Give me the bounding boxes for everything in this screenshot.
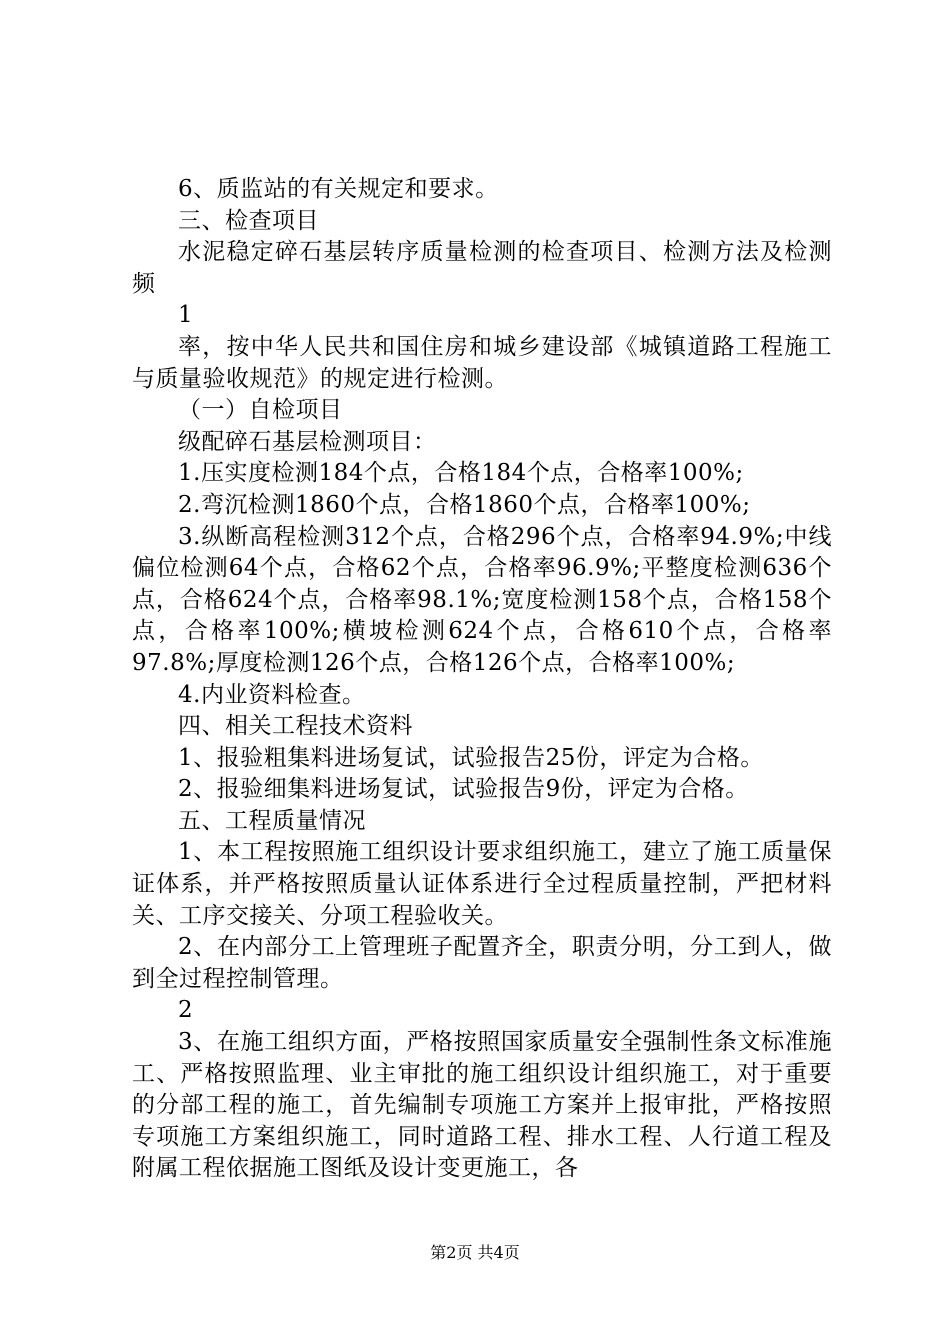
page-number-marker: 2 — [178, 997, 194, 1024]
list-item-coarse-aggregate: 1、报验粗集料进场复试，试验报告25份，评定为合格。 — [178, 744, 764, 771]
paragraph-construction-organization: 3、在施工组织方面，严格按照国家质量安全强制性条文标准施工、严格按照监理、业主审批的施工组织设计组织施工，对于重要的分部工程的施工，首先编制专项施工方案并上报审批，严格按照专项施工方案组织施工，同时道路工程、排水工程、人行道工程及附属工程依据施工图纸及设计变更施工，各 — [132, 1029, 832, 1182]
paragraph-inspection-standard: 率，按中华人民共和国住房和城乡建设部《城镇道路工程施工与质量验收规范》的规定进行检测。 — [132, 333, 832, 392]
paragraph-inspection-intro: 水泥稳定碎石基层转序质量检测的检查项目、检测方法及检测频 — [132, 239, 832, 297]
paragraph-quality-system: 1、本工程按照施工组织设计要求组织施工，建立了施工质量保证体系，并严格按照质量认证体系进行全过程质量控制，严把材料关、工序交接关、分项工程验收关。 — [132, 839, 832, 929]
paragraph-management-team: 2、在内部分工上管理班子配置齐全，职责分明，分工到人，做到全过程控制管理。 — [132, 934, 832, 992]
heading-inspection-items: 三、检查项目 — [178, 207, 319, 234]
document-body — [132, 174, 832, 1185]
list-item-fine-aggregate: 2、报验细集料进场复试，试验报告9份，评定为合格。 — [178, 776, 749, 803]
paragraph-gravel-base-items: 级配碎石基层检测项目： — [178, 428, 437, 455]
list-item-elevation: 3.纵断高程检测312个点，合格296个点，合格率94.9%;中线偏位检测64个点，合格62个点，合格率96.9%;平整度检测636个点，合格624个点，合格率98.1%;宽度检测158个点，合格158个点，合格率100%;横坡检测624个点，合格610个点，合格率97.8%;厚度检测126个点，合格126个点，合格率100%; — [132, 523, 832, 676]
heading-self-check: （一）自检项目 — [178, 397, 343, 424]
list-item-deflection: 2.弯沉检测1860个点，合格1860个点，合格率100%; — [178, 491, 751, 518]
page-number-marker: 1 — [178, 302, 194, 329]
heading-quality-status: 五、工程质量情况 — [178, 807, 366, 834]
list-item-internal-records: 4.内业资料检查。 — [178, 681, 366, 708]
heading-technical-data: 四、相关工程技术资料 — [178, 713, 413, 740]
page-footer: 第2页 共4页 — [430, 1243, 520, 1262]
list-item-compaction: 1.压实度检测184个点，合格184个点，合格率100%; — [178, 460, 744, 487]
paragraph-regulations: 6、质监站的有关规定和要求。 — [178, 176, 499, 202]
